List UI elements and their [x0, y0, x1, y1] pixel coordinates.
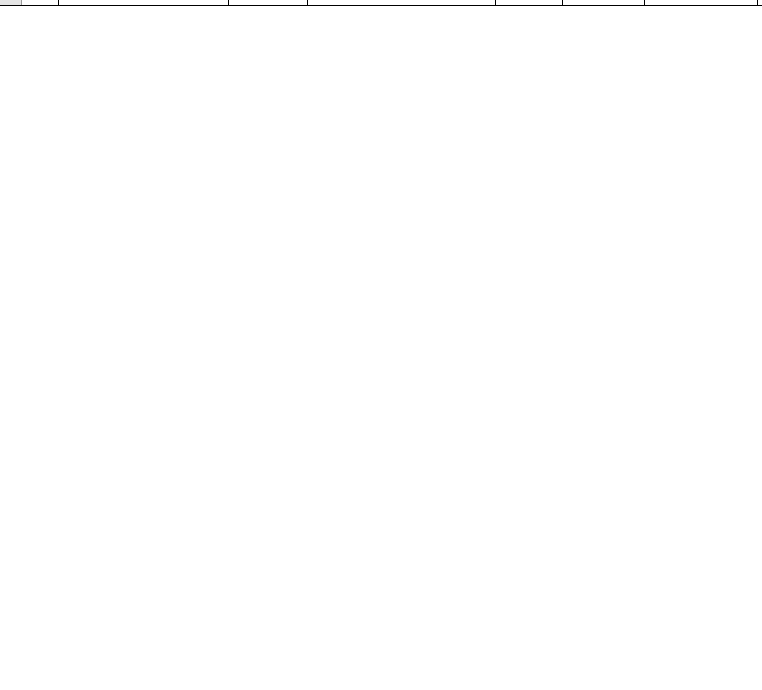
cell[interactable] — [229, 0, 308, 5]
cell[interactable] — [645, 0, 758, 5]
cell[interactable] — [496, 0, 563, 5]
cell[interactable] — [308, 0, 496, 5]
table-row-partial — [0, 0, 762, 6]
cell[interactable] — [59, 0, 229, 5]
cell[interactable] — [563, 0, 645, 5]
row-header[interactable] — [0, 0, 22, 5]
cell[interactable] — [22, 0, 59, 5]
